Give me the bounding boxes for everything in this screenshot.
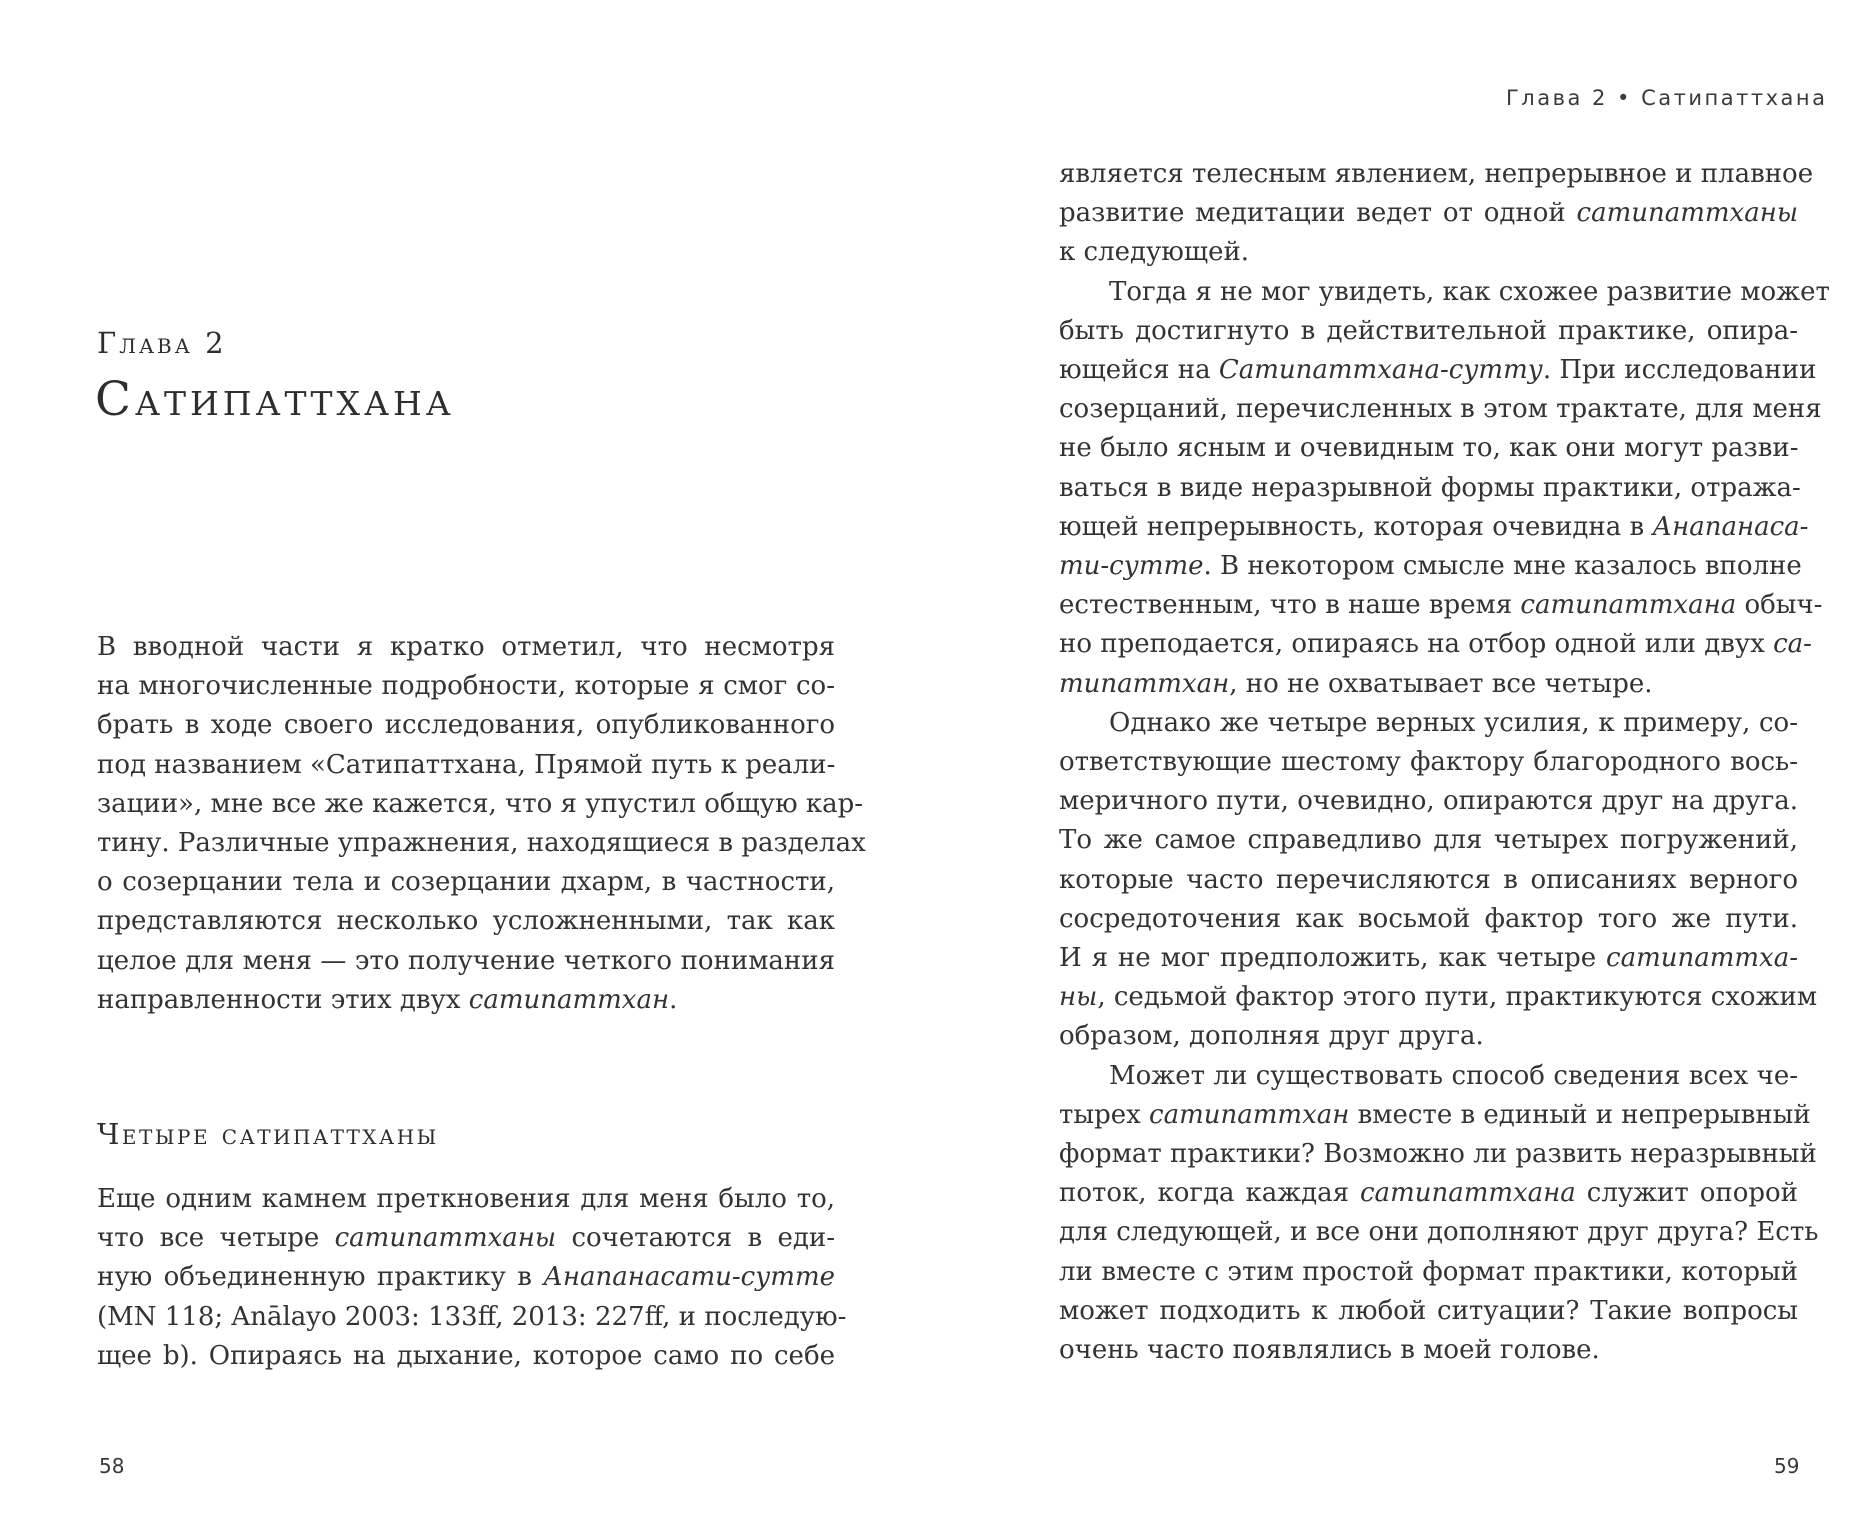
italic-term: сатипаттхана <box>1520 590 1737 621</box>
text-line: под названием «Сатипаттхана, Прямой путь к реали- <box>97 749 836 780</box>
text-line: Может ли существовать способ сведения всех че- <box>1109 1060 1798 1091</box>
text-line: созерцаний, перечисленных в этом трактате, для меня <box>1059 394 1822 425</box>
text-line: брать в ходе своего исследования, опубликованного <box>97 710 835 741</box>
section-paragraph <box>97 1180 847 1376</box>
text-line: типаттхан, но не охватывает все четыре. <box>1059 668 1653 699</box>
text-line: направленности этих двух сатипаттхан. <box>97 984 678 1015</box>
italic-term: са- <box>1773 629 1812 660</box>
text-line: ющей непрерывность, которая очевидна в Анапанаса- <box>1059 511 1809 542</box>
text-line: меричного пути, очевидно, опираются друг на друга. <box>1059 786 1798 817</box>
italic-term: Сатипаттхана-сутту <box>1218 355 1543 386</box>
text-line: к следующей. <box>1059 237 1250 268</box>
text-line: образом, дополняя друг друга. <box>1059 1021 1484 1052</box>
chapter-title: Сатипаттхана <box>95 372 455 427</box>
italic-term: сатипаттхан <box>468 984 670 1015</box>
right-page-text <box>1059 155 1830 1370</box>
text-line: В вводной части я кратко отметил, что несмотря <box>97 632 835 662</box>
text-line: которые часто перечисляются в описаниях верного <box>1059 864 1798 895</box>
text-line: щее b). Опираясь на дыхание, которое само по себе <box>97 1340 835 1371</box>
text-line: Тогда я не мог увидеть, как схожее развитие может <box>1109 276 1830 307</box>
text-line: развитие медитации ведет от одной сатипаттханы <box>1059 198 1798 229</box>
text-line: И я не мог предположить, как четыре сатипаттха- <box>1059 943 1798 974</box>
intro-paragraph <box>97 628 866 1020</box>
text-line: на многочисленные подробности, которые я смог со- <box>97 671 835 702</box>
text-line: То же самое справедливо для четырех погружений, <box>1059 825 1798 856</box>
section-heading: Четыре сатипаттханы <box>97 1117 439 1151</box>
text-line: естественным, что в наше время сатипаттхана обыч- <box>1059 590 1823 621</box>
text-line: быть достигнуто в действительной практике, опира- <box>1059 315 1798 346</box>
page-number-right: 59 <box>1774 1454 1800 1478</box>
italic-term: ти-сутте <box>1059 551 1204 582</box>
text-line: ответствующие шестому фактору благородного вось- <box>1059 747 1798 778</box>
italic-term: сатипаттханы <box>334 1223 557 1254</box>
italic-term: сатипаттхана <box>1360 1178 1576 1209</box>
text-line: зации», мне все же кажется, что я упустил общую кар- <box>97 788 864 819</box>
text-line: что все четыре сатипаттханы сочетаются в еди- <box>97 1223 835 1254</box>
text-line: ны, седьмой фактор этого пути, практикуются схожим <box>1059 982 1818 1013</box>
text-line: может подходить к любой ситуации? Такие вопросы <box>1059 1295 1798 1326</box>
text-line: формат практики? Возможно ли развить неразрывный <box>1059 1139 1817 1170</box>
text-line: ли вместе с этим простой формат практики, который <box>1059 1256 1798 1287</box>
text-line: целое для меня — это получение четкого понимания <box>97 945 835 976</box>
text-line: тырех сатипаттхан вместе в единый и непрерывный <box>1059 1099 1811 1130</box>
running-header: Глава 2 • Сатипаттхана <box>1506 86 1828 110</box>
text-line: ную объединенную практику в Анапанасати-сутте <box>97 1262 835 1293</box>
italic-term: типаттхан <box>1059 668 1230 699</box>
text-line: о созерцании тела и созерцании дхарм, в частности, <box>97 867 835 898</box>
italic-term: сатипаттханы <box>1576 198 1798 229</box>
left-page <box>0 0 934 1536</box>
text-line: (MN 118; Anālayo 2003: 133ff, 2013: 227ff, и последую- <box>97 1301 847 1332</box>
italic-term: ны <box>1059 982 1098 1013</box>
italic-term: Анапанаса- <box>1652 511 1809 542</box>
text-line: не было ясным и очевидным то, как они могут разви- <box>1059 433 1799 464</box>
text-line: ваться в виде неразрывной формы практики, отража- <box>1059 472 1801 503</box>
text-line: поток, когда каждая сатипаттхана служит опорой <box>1059 1178 1798 1209</box>
right-page <box>934 0 1869 1536</box>
italic-term: сатипаттха- <box>1606 943 1798 974</box>
text-line: представляются несколько усложненными, так как <box>97 906 835 937</box>
text-line: сосредоточения как восьмой фактор того же пути. <box>1059 903 1798 934</box>
text-line: является телесным явлением, непрерывное и плавное <box>1059 159 1814 189</box>
italic-term: Анапанасати-сутте <box>543 1262 835 1293</box>
text-line: тину. Различные упражнения, находящиеся в разделах <box>97 828 866 859</box>
text-line: Еще одним камнем преткновения для меня было то, <box>97 1184 835 1214</box>
italic-term: сатипаттхан <box>1149 1099 1350 1130</box>
page-number-left: 58 <box>99 1454 125 1478</box>
text-line: для следующей, и все они дополняют друг друга? Есть <box>1059 1217 1819 1248</box>
chapter-label: Глава 2 <box>97 326 227 360</box>
text-line: ти-сутте. В некотором смысле мне казалось вполне <box>1059 551 1802 582</box>
text-line: но преподается, опираясь на отбор одной или двух са- <box>1059 629 1812 660</box>
text-line: Однако же четыре верных усилия, к примеру, со- <box>1109 707 1798 738</box>
text-line: ющейся на Сатипаттхана-сутту. При исследовании <box>1059 355 1817 386</box>
text-line: очень часто появлялись в моей голове. <box>1059 1335 1600 1366</box>
